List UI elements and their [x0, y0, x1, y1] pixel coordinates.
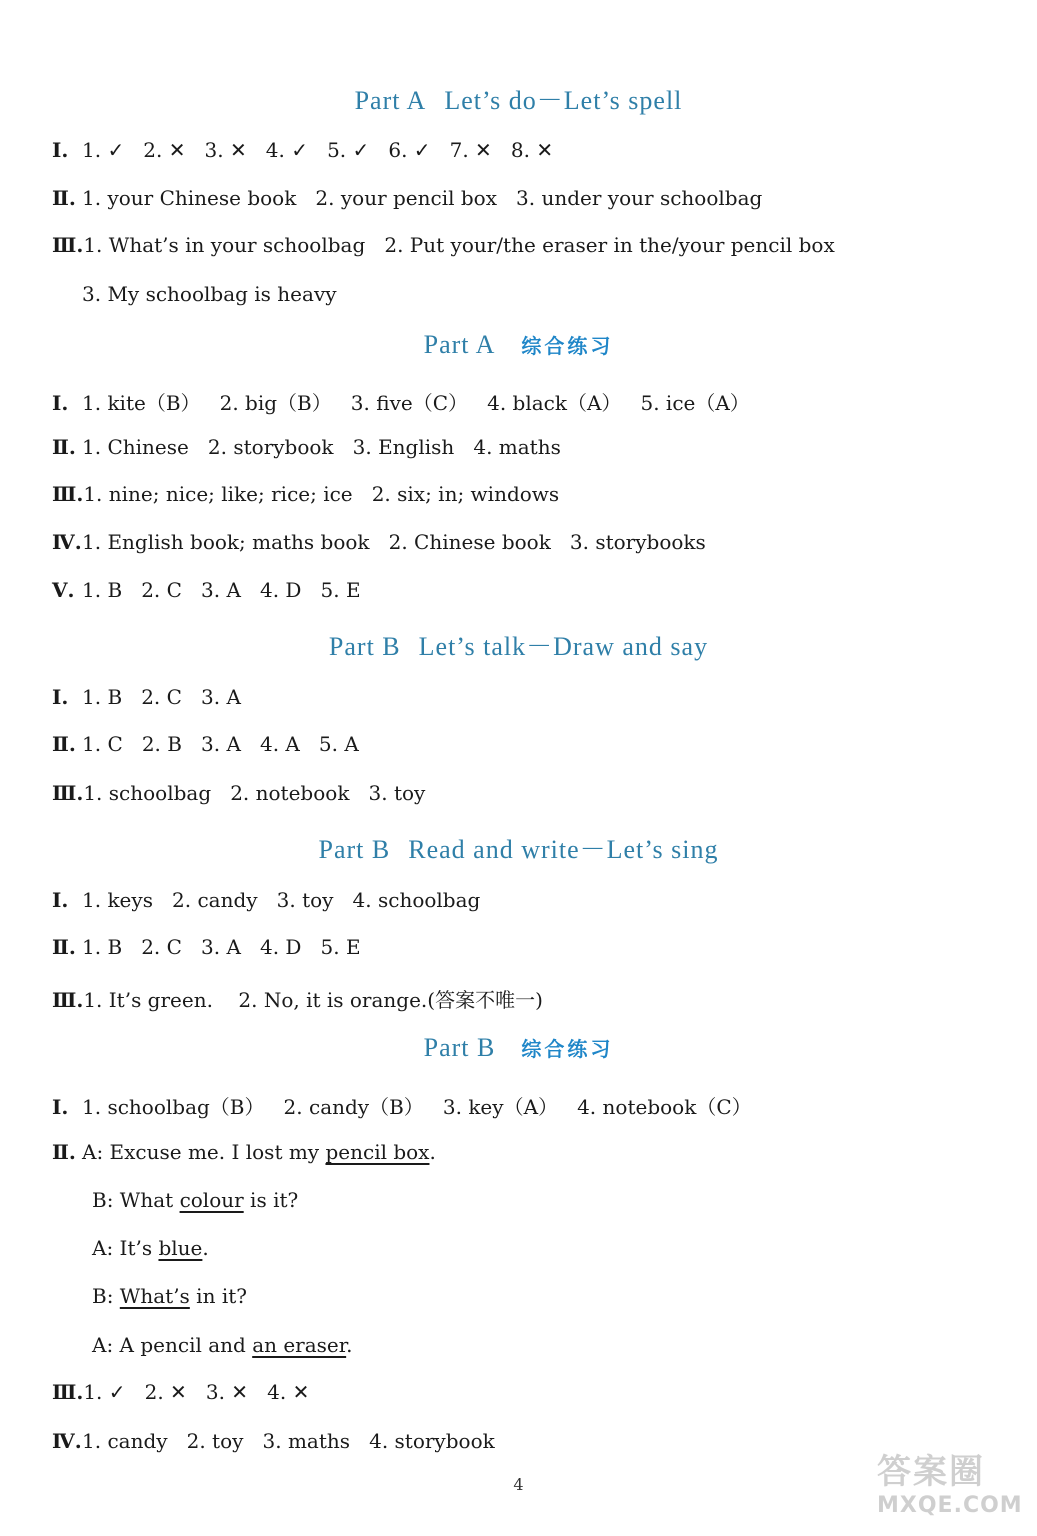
answer-line: [52, 781, 425, 805]
filled-answer: colour: [179, 1188, 244, 1212]
dialogue-text: .: [346, 1333, 353, 1357]
answer-line: [52, 186, 762, 210]
line-text: 1. B 2. C 3. A: [82, 685, 241, 709]
answer-line: [52, 233, 835, 257]
line-text: 1. keys 2. candy 3. toy 4. schoolbag: [82, 888, 481, 912]
answer-line: [52, 578, 361, 602]
dialogue-text: Excuse me. I lost my: [109, 1140, 326, 1164]
line-text: 1. kite（B） 2. big（B） 3. five（C） 4. black（A） 5. ice（A）: [82, 391, 750, 415]
answer-line: [52, 732, 359, 756]
line-text: 1. ✓ 2. ✕ 3. ✕ 4. ✕: [83, 1380, 310, 1404]
heading-title: Part A: [354, 86, 427, 115]
section-heading-part-a-1: [0, 80, 1037, 117]
dialogue-text: What: [119, 1188, 180, 1212]
line-text: 1. What’s in your schoolbag 2. Put your/the eraser in the/your pencil box: [83, 233, 835, 257]
line-number: Ⅱ.: [52, 1140, 76, 1164]
line-text: 3. My schoolbag is heavy: [82, 282, 337, 306]
heading-title: Part B: [328, 632, 401, 661]
heading-title: Part B: [318, 835, 391, 864]
heading-subtitle: Let’s do－Let’s spell: [444, 86, 683, 115]
line-text: 1. schoolbag（B） 2. candy（B） 3. key（A） 4. notebook（C）: [82, 1095, 752, 1119]
dialogue-text: is it?: [243, 1188, 299, 1212]
heading-subtitle-cn: 综合练习: [521, 1037, 614, 1061]
heading-title: Part A: [423, 330, 496, 359]
dialogue-text: .: [202, 1236, 209, 1260]
line-text: 1. your Chinese book 2. your pencil box 3. under your schoolbag: [82, 186, 763, 210]
answer-line: [52, 1429, 495, 1453]
line-text: 1. It’s green. 2. No, it is orange.(答案不唯一): [83, 988, 543, 1012]
line-number: Ⅰ.: [52, 138, 69, 162]
line-number: Ⅲ.: [52, 482, 84, 506]
filled-answer: blue: [158, 1236, 203, 1260]
dialogue-text: A pencil and: [119, 1333, 253, 1357]
answer-line: [52, 435, 561, 459]
speaker: B:: [92, 1188, 114, 1212]
line-number: Ⅰ.: [52, 685, 69, 709]
filled-answer: What’s: [119, 1284, 190, 1308]
line-text: 1. B 2. C 3. A 4. D 5. E: [82, 935, 361, 959]
dialogue-line: [92, 1333, 353, 1357]
answer-line: [52, 685, 241, 709]
line-number: Ⅲ.: [52, 1380, 84, 1404]
speaker: A:: [92, 1236, 114, 1260]
line-text: 1. nine; nice; like; rice; ice 2. six; in; windows: [83, 482, 560, 506]
line-number: Ⅳ.: [52, 530, 82, 554]
answer-line: [52, 888, 480, 912]
line-number: Ⅰ.: [52, 391, 69, 415]
answer-line: [52, 1380, 309, 1404]
answer-line: [52, 387, 750, 416]
line-number: Ⅰ.: [52, 888, 69, 912]
line-text: 1. B 2. C 3. A 4. D 5. E: [82, 578, 361, 602]
dialogue-text: It’s: [119, 1236, 159, 1260]
heading-subtitle: Read and write－Let’s sing: [408, 835, 719, 864]
line-number: Ⅱ.: [52, 732, 76, 756]
line-number: Ⅳ.: [52, 1429, 82, 1453]
dialogue-line: [92, 1284, 247, 1308]
line-text: 1. candy 2. toy 3. maths 4. storybook: [82, 1429, 495, 1453]
speaker: A:: [82, 1140, 104, 1164]
answer-line: [52, 935, 361, 959]
line-number: Ⅲ.: [52, 988, 84, 1012]
page-number: 4: [513, 1475, 524, 1494]
section-heading-part-b-1: [0, 626, 1037, 663]
heading-subtitle: Let’s talk－Draw and say: [418, 632, 709, 661]
line-text: 1. C 2. B 3. A 4. A 5. A: [82, 732, 359, 756]
answer-line: [52, 984, 543, 1013]
line-number: Ⅱ.: [52, 935, 76, 959]
dialogue-line: [92, 1236, 209, 1260]
watermark-bottom: MXQE.COM: [877, 1493, 1023, 1518]
answer-line: [52, 282, 337, 306]
section-heading-part-a-2: [0, 330, 1037, 360]
line-number: Ⅲ.: [52, 233, 84, 257]
heading-subtitle-cn: 综合练习: [521, 334, 614, 358]
speaker: B:: [92, 1284, 114, 1308]
line-number: Ⅲ.: [52, 781, 84, 805]
line-text: 1. ✓ 2. ✕ 3. ✕ 4. ✓ 5. ✓ 6. ✓ 7. ✕ 8. ✕: [82, 138, 554, 162]
dialogue-line: [52, 1140, 436, 1164]
answer-line: [52, 482, 559, 506]
speaker: A:: [92, 1333, 114, 1357]
line-number: Ⅱ.: [52, 186, 76, 210]
watermark-logo: [877, 1444, 1027, 1530]
section-heading-part-b-3: [0, 1033, 1037, 1063]
dialogue-line: [92, 1188, 298, 1212]
heading-title: Part B: [423, 1033, 496, 1062]
answer-line: [52, 530, 706, 554]
dialogue-text: in it?: [189, 1284, 247, 1308]
line-text: 1. Chinese 2. storybook 3. English 4. maths: [82, 435, 561, 459]
filled-answer: pencil box: [325, 1140, 430, 1164]
line-number: Ⅱ.: [52, 435, 76, 459]
line-number: Ⅴ.: [52, 578, 75, 602]
line-text: 1. English book; maths book 2. Chinese book 3. storybooks: [82, 530, 706, 554]
line-number: Ⅰ.: [52, 1095, 69, 1119]
watermark-top: 答案圈: [877, 1452, 985, 1492]
dialogue-text: .: [429, 1140, 436, 1164]
section-heading-part-b-2: [0, 829, 1037, 866]
answer-line: [52, 1091, 752, 1120]
filled-answer: an eraser: [252, 1333, 347, 1357]
line-text: 1. schoolbag 2. notebook 3. toy: [83, 781, 426, 805]
answer-line: [52, 138, 553, 162]
